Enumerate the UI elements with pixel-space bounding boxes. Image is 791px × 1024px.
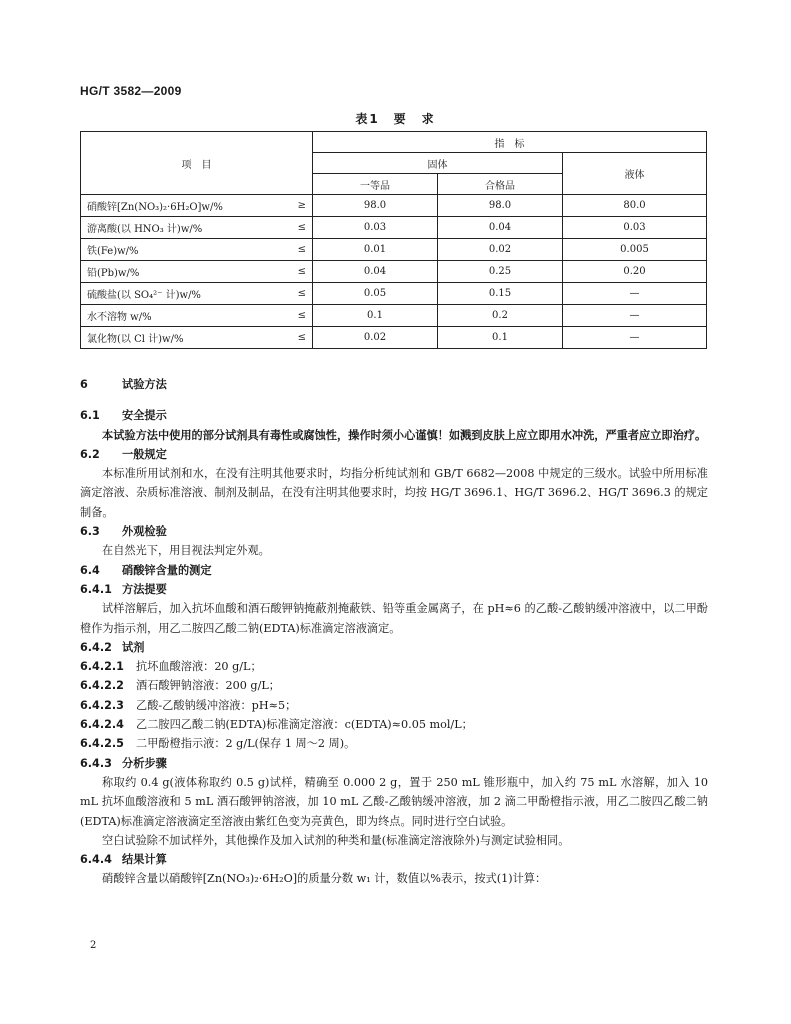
header-solid: 固体 [313,153,563,174]
table-cell-qualified: 0.04 [438,217,563,239]
header-liquid: 液体 [563,153,707,195]
header-first-grade: 一等品 [313,174,438,195]
section-heading: 6.1 安全提示 [80,409,167,423]
table-cell-item: 氯化物(以 Cl 计)w/% [81,327,277,349]
requirements-table [80,131,707,349]
paragraph: 本试验方法中使用的部分试剂具有毒性或腐蚀性，操作时须小心谨慎！如溅到皮肤上应立即用水冲洗，严重者应立即治疗。 [102,428,707,442]
paragraph: 称取约 0.4 g(液体称取约 0.5 g)试样，精确至 0.000 2 g，置于 250 mL 锥形瓶中，加入约 75 mL 水溶解，加入 10 mL 抗坏血酸溶液和 5 mL 酒石酸钾钠溶液，加 10 mL 乙酸-乙酸钠缓冲溶液，加 2 滴二甲酚橙指示液，用乙二胺四乙酸二钠(EDTA)标准滴定溶液滴定至溶液由紫红色变为亮黄色，即为终点。同时进行空白试验。 [80,775,708,828]
reagent-item: 6.4.2.4 乙二胺四乙酸二钠(EDTA)标准滴定溶液：c(EDTA)≈0.05 mol/L； [80,718,473,732]
table-row [81,195,707,217]
page-number: 2 [90,940,97,951]
paragraph: 本标准所用试剂和水，在没有注明其他要求时，均指分析纯试剂和 GB/T 6682—2008 中规定的三级水。试验中所用标准滴定溶液、杂质标准溶液、制剂及制品，在没有注明其他要求时，均按 HG/T 3696.1、HG/T 3696.2、HG/T 3696.3 的规定制备。 [80,467,708,519]
table-cell-operator: ≤ [276,239,313,261]
section-heading: 6.2 一般规定 [80,447,167,461]
table-cell-operator: ≤ [276,305,313,327]
header-indicator: 指 标 [313,132,707,153]
table-cell-first-grade: 0.1 [313,305,438,327]
section-heading: 6.4 硝酸锌含量的测定 [80,563,212,577]
table-cell-operator: ≤ [276,261,313,283]
header-qualified: 合格品 [438,174,563,195]
paragraph: 硝酸锌含量以硝酸锌[Zn(NO₃)₂·6H₂O]的质量分数 w₁ 计，数值以%表示，按式(1)计算： [102,872,547,886]
table-row [81,261,707,283]
body-text [80,375,708,889]
table-cell-item: 游离酸(以 HNO₃ 计)w/% [81,217,277,239]
paragraph: 试样溶解后，加入抗坏血酸和酒石酸钾钠掩蔽剂掩蔽铁、铅等重金属离子，在 pH≈6 的乙酸-乙酸钠缓冲溶液中，以二甲酚橙作为指示剂，用乙二胺四乙酸二钠(EDTA)标准滴定溶液滴定。 [80,602,708,635]
table-caption: 表1 要 求 [355,112,436,126]
table-cell-first-grade: 0.02 [313,327,438,349]
table-cell-item: 水不溶物 w/% [81,305,277,327]
table-cell-liquid: 0.20 [563,261,707,283]
table-cell-first-grade: 0.03 [313,217,438,239]
table-cell-liquid: — [563,305,707,327]
section-heading: 6 试验方法 [80,378,167,391]
table-row [81,239,707,261]
reagent-item: 6.4.2.1 抗坏血酸溶液：20 g/L； [80,660,262,674]
section-heading: 6.4.1 方法提要 [80,582,167,596]
table-cell-item: 硫酸盐(以 SO₄²⁻ 计)w/% [81,283,277,305]
reagent-item: 6.4.2.2 酒石酸钾钠溶液：200 g/L； [80,679,280,693]
reagent-item: 6.4.2.3 乙酸-乙酸钠缓冲溶液：pH≈5； [80,698,297,712]
table-cell-qualified: 0.02 [438,239,563,261]
table-cell-item: 硝酸锌[Zn(NO₃)₂·6H₂O]w/% [81,195,277,217]
table-cell-liquid: 0.005 [563,239,707,261]
reagent-item: 6.4.2.5 二甲酚橙指示液：2 g/L(保存 1 周～2 周)。 [80,737,356,751]
header-item: 项 目 [81,132,313,195]
standard-code: HG/T 3582—2009 [80,84,182,98]
table-cell-liquid: — [563,327,707,349]
table-cell-operator: ≤ [276,327,313,349]
table-cell-qualified: 0.25 [438,261,563,283]
table-cell-qualified: 98.0 [438,195,563,217]
table-cell-first-grade: 0.01 [313,239,438,261]
table-cell-operator: ≥ [276,195,313,217]
table-cell-liquid: — [563,283,707,305]
table-cell-qualified: 0.15 [438,283,563,305]
table-cell-first-grade: 98.0 [313,195,438,217]
section-heading: 6.3 外观检验 [80,525,167,539]
table-cell-item: 铅(Pb)w/% [81,261,277,283]
section-heading: 6.4.4 结果计算 [80,853,167,867]
table-row [81,327,707,349]
table-cell-item: 铁(Fe)w/% [81,239,277,261]
section-heading: 6.4.3 分析步骤 [80,756,167,770]
table-cell-qualified: 0.2 [438,305,563,327]
section-heading: 6.4.2 试剂 [80,640,145,654]
table-row [81,283,707,305]
table-row [81,305,707,327]
table-cell-liquid: 80.0 [563,195,707,217]
table-cell-operator: ≤ [276,283,313,305]
table-row [81,217,707,239]
table-cell-operator: ≤ [276,217,313,239]
table-cell-liquid: 0.03 [563,217,707,239]
table-cell-first-grade: 0.05 [313,283,438,305]
table-cell-qualified: 0.1 [438,327,563,349]
paragraph: 在自然光下，用目视法判定外观。 [102,544,270,558]
table-cell-first-grade: 0.04 [313,261,438,283]
paragraph: 空白试验除不加试样外，其他操作及加入试剂的种类和量(标准滴定溶液除外)与测定试验相同。 [102,833,570,847]
